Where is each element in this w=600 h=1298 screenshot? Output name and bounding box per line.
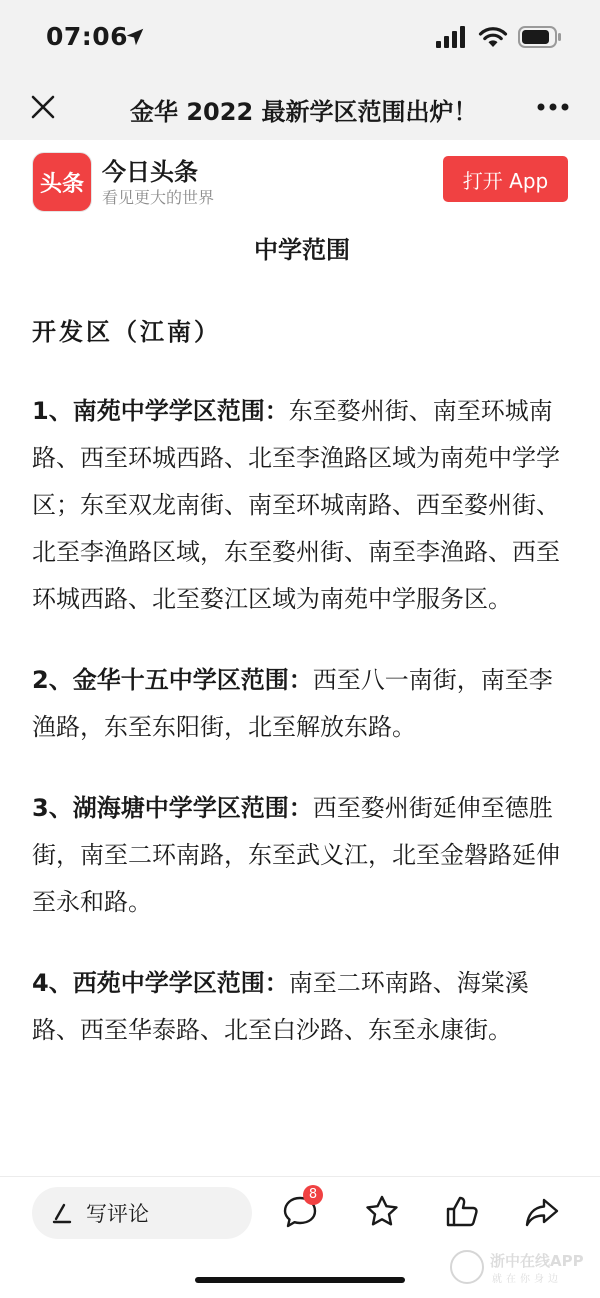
wifi-icon	[478, 26, 508, 48]
watermark-subtext: 就在你身边	[492, 1274, 562, 1285]
watermark	[450, 1248, 600, 1288]
pen-icon	[50, 1201, 74, 1225]
app-logo	[32, 152, 92, 212]
item-title: 4、西苑中学学区范围：	[32, 969, 289, 997]
item-title: 2、金华十五中学区范围：	[32, 666, 313, 694]
comment-placeholder: 写评论	[86, 1202, 149, 1226]
item-body: 西至八一南街，南至李渔路，东至东阳街，北至解放东路。	[32, 666, 553, 741]
webview-nav-bar	[0, 72, 600, 140]
comment-input[interactable]	[32, 1187, 252, 1239]
app-slogan: 看见更大的世界	[102, 188, 215, 207]
list-item	[32, 960, 572, 1054]
app-logo-text: 头条	[39, 171, 84, 197]
watermark-logo-icon	[450, 1250, 484, 1284]
more-icon[interactable]	[536, 102, 570, 112]
star-icon[interactable]	[362, 1192, 402, 1232]
location-arrow-icon	[124, 26, 146, 48]
share-icon[interactable]	[522, 1192, 562, 1232]
section-heading: 中学范围	[254, 236, 350, 264]
top-chrome	[0, 0, 600, 140]
list-item	[32, 785, 572, 926]
watermark-text: 浙中在线APP	[490, 1252, 584, 1270]
comment-count-badge: 8	[303, 1185, 323, 1205]
status-time: 07:06	[46, 22, 129, 51]
list-item	[32, 657, 572, 751]
status-indicators	[436, 26, 562, 48]
list-item	[32, 388, 572, 623]
home-indicator[interactable]	[195, 1277, 405, 1283]
battery-icon	[518, 26, 562, 48]
item-title: 3、湖海塘中学学区范围：	[32, 794, 313, 822]
district-heading: 开发区（江南）	[32, 318, 221, 346]
item-title: 1、南苑中学学区范围：	[32, 397, 289, 425]
item-body: 西至婺州街延伸至德胜街，南至二环南路，东至武义江，北至金磐路延伸至永和路。	[32, 794, 560, 916]
app-name: 今日头条	[102, 158, 198, 186]
like-icon[interactable]	[442, 1192, 482, 1232]
page-title: 金华 2022 最新学区范围出炉！	[130, 98, 478, 126]
article-body	[32, 228, 572, 1054]
open-app-button[interactable]: 打开 App	[443, 156, 568, 202]
cellular-signal-icon	[436, 26, 468, 48]
item-body: 东至婺州街、南至环城南路、西至环城西路、北至李渔路区域为南苑中学学区；东至双龙南街、南至环城南路、西至婺州街、北至李渔路区域，东至婺州街、南至李渔路、西至环城西路、北至婺江区域为南苑中学服务区。	[32, 397, 560, 613]
app-banner	[0, 140, 600, 220]
item-body: 南至二环南路、海棠溪路、西至华泰路、北至白沙路、东至永康街。	[32, 969, 529, 1044]
close-icon[interactable]	[28, 92, 58, 122]
